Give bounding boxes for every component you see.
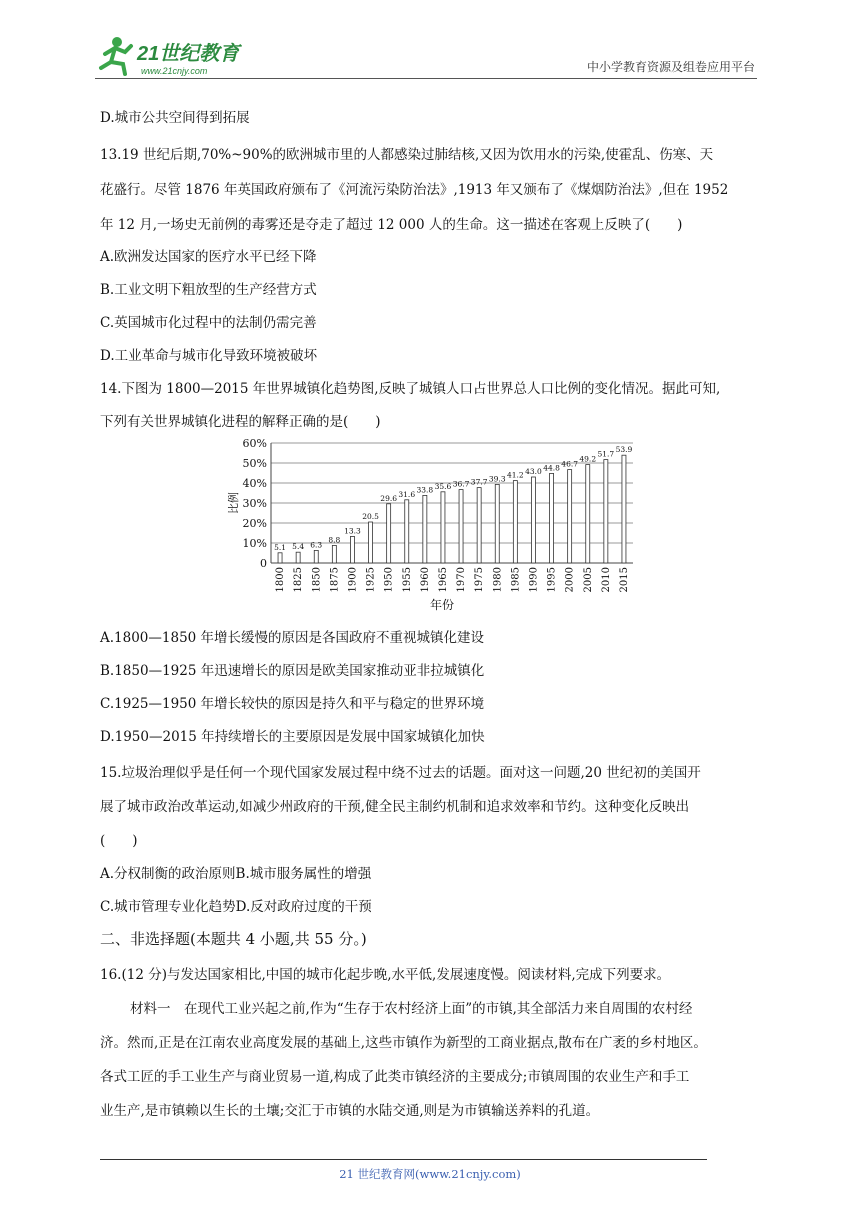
y-axis-label: 比例 (227, 492, 240, 514)
bar (369, 522, 373, 563)
bar (531, 477, 535, 563)
x-tick-label: 2000 (564, 567, 576, 593)
y-tick-label: 10% (242, 537, 267, 550)
bar (495, 484, 499, 563)
q14-option-a: A.1800—1850 年增长缓慢的原因是各国政府不重视城镇化建设 (100, 630, 485, 646)
bar-value-label: 39.3 (488, 474, 506, 484)
x-tick-label: 1990 (528, 567, 540, 593)
bar (405, 500, 409, 563)
q14-option-b: B.1850—1925 年迅速增长的原因是欧美国家推动亚非拉城镇化 (100, 663, 485, 679)
bar-value-label: 41.2 (506, 470, 524, 480)
q14-option-d: D.1950—2015 年持续增长的主要原因是发展中国家城镇化加快 (100, 729, 485, 745)
q13-stem-line3: 年 12 月,一场史无前例的毒雾还是夺走了超过 12 000 人的生命。这一描述在客观上反映了( ) (100, 217, 683, 233)
bar (278, 553, 282, 563)
page-header (95, 34, 757, 80)
q12-option-d: D.城市公共空间得到拓展 (100, 110, 250, 126)
q15-options-ab: A.分权制衡的政治原则B.城市服务属性的增强 (100, 866, 372, 882)
q15-options-cd: C.城市管理专业化趋势D.反对政府过度的干预 (100, 899, 372, 915)
x-tick-label: 2010 (600, 567, 612, 593)
q14-stem-line1: 14.下图为 1800—2015 年世界城镇化趋势图,反映了城镇人口占世界总人口比例的变化情况。据此可知, (100, 381, 721, 397)
q15-stem-line3: ( ) (100, 833, 138, 849)
platform-name: 中小学教育资源及组卷应用平台 (586, 60, 755, 74)
bar (622, 455, 626, 563)
bar (604, 460, 608, 563)
x-tick-label: 2005 (582, 567, 594, 593)
logo-text: 21世纪教育 (137, 43, 240, 65)
bar-value-label: 53.9 (615, 445, 633, 455)
bar-value-label: 35.6 (434, 481, 452, 491)
bar (423, 495, 427, 563)
urbanization-bar-chart (225, 433, 645, 613)
header-divider (95, 78, 757, 79)
logo-url: www.21cnjy.com (141, 66, 208, 76)
section-heading: 二、非选择题(本题共 4 小题,共 55 分。) (100, 930, 367, 948)
bar-value-label: 33.8 (416, 485, 434, 495)
bar-value-label: 8.8 (328, 535, 341, 545)
bar (477, 488, 481, 563)
q13-option-d: D.工业革命与城市化导致环境被破坏 (100, 348, 318, 364)
bar-value-label: 31.6 (398, 489, 416, 499)
q16-material-line1: 材料一 在现代工业兴起之前,作为“生存于农村经济上面”的市镇,其全部活力来自周围的农村经 (130, 1001, 693, 1017)
x-tick-label: 1800 (275, 567, 287, 593)
x-axis-label: 年份 (429, 598, 455, 612)
bar (296, 552, 300, 563)
bar (314, 550, 318, 563)
bar-value-label: 6.3 (310, 540, 323, 550)
bar (586, 465, 590, 563)
bar-value-label: 36.7 (452, 479, 470, 489)
q16-material-line2: 济。然而,正是在江南农业高度发展的基础上,这些市镇作为新型的工商业据点,散布在广袤的乡村地区。 (100, 1035, 707, 1051)
x-tick-label: 2015 (618, 567, 630, 593)
x-tick-label: 1925 (365, 567, 377, 593)
bar-value-label: 51.7 (597, 449, 615, 459)
q13-stem-line1: 13.19 世纪后期,70%~90%的欧洲城市里的人都感染过肺结核,又因为饮用水的污染,使霍乱、伤寒、天 (100, 147, 714, 163)
bar (513, 481, 517, 563)
x-tick-label: 1875 (329, 567, 341, 593)
bar-value-label: 13.3 (344, 526, 361, 536)
y-tick-label: 40% (242, 477, 267, 490)
y-tick-label: 20% (242, 517, 267, 530)
x-tick-label: 1825 (293, 567, 305, 593)
bar (441, 492, 445, 563)
bar (350, 536, 354, 563)
x-tick-label: 1995 (546, 567, 558, 593)
q15-stem-line1: 15.垃圾治理似乎是任何一个现代国家发展过程中绕不过去的话题。面对这一问题,20 世纪初的美国开 (100, 765, 701, 781)
x-tick-label: 1960 (419, 567, 431, 593)
bar (332, 545, 336, 563)
bar-value-label: 29.6 (380, 493, 398, 503)
q13-option-a: A.欧洲发达国家的医疗水平已经下降 (100, 249, 317, 265)
x-tick-label: 1900 (347, 567, 359, 593)
q13-option-c: C.英国城市化过程中的法制仍需完善 (100, 315, 317, 331)
q15-stem-line2: 展了城市政治改革运动,如减少州政府的干预,健全民主制约机制和追求效率和节约。这种变化反映出 (100, 799, 690, 815)
bar-value-label: 37.7 (470, 477, 488, 487)
footer-text: 21 世纪教育网(www.21cnjy.com) (339, 1167, 521, 1181)
bar (568, 470, 572, 563)
y-tick-label: 0 (260, 557, 267, 570)
bar-value-label: 43.0 (525, 467, 542, 476)
q16-material-line4: 业生产,是市镇赖以生长的土壤;交汇于市镇的水陆交通,则是为市镇输送养料的孔道。 (100, 1103, 600, 1119)
q14-option-c: C.1925—1950 年增长较快的原因是持久和平与稳定的世界环境 (100, 696, 485, 712)
q13-stem-line2: 花盛行。尽管 1876 年英国政府颁布了《河流污染防治法》,1913 年又颁布了《煤烟防治法》,但在 1952 (100, 182, 729, 198)
y-tick-label: 50% (242, 457, 267, 470)
x-tick-label: 1980 (492, 567, 504, 593)
q16-material-line3: 各式工匠的手工业生产与商业贸易一道,构成了此类市镇经济的主要成分;市镇周围的农业生产和手工 (100, 1069, 690, 1085)
x-tick-label: 1970 (456, 567, 468, 593)
x-tick-label: 1985 (510, 567, 522, 593)
bar-value-label: 5.1 (274, 542, 287, 552)
bar-value-label: 20.5 (362, 512, 379, 521)
bar (387, 504, 391, 563)
bar (459, 490, 463, 563)
y-tick-label: 30% (242, 497, 267, 510)
x-tick-label: 1975 (474, 567, 486, 593)
runner-icon (101, 37, 131, 74)
bar-value-label: 5.4 (292, 542, 305, 552)
logo (95, 34, 265, 78)
x-tick-label: 1965 (437, 567, 449, 593)
x-tick-label: 1955 (401, 567, 413, 593)
q13-option-b: B.工业文明下粗放型的生产经营方式 (100, 282, 317, 298)
bar-value-label: 49.2 (579, 454, 597, 464)
bar-value-label: 44.8 (543, 463, 560, 473)
bar-value-label: 46.7 (561, 459, 579, 469)
q16-stem: 16.(12 分)与发达国家相比,中国的城市化起步晚,水平低,发展速度慢。阅读材料,完成下列要求。 (100, 967, 671, 983)
y-tick-label: 60% (242, 437, 267, 450)
x-tick-label: 1850 (311, 567, 323, 593)
q14-stem-line2: 下列有关世界城镇化进程的解释正确的是( ) (100, 414, 381, 430)
footer-divider (100, 1159, 707, 1160)
x-tick-label: 1950 (383, 567, 395, 593)
bar (550, 473, 554, 563)
